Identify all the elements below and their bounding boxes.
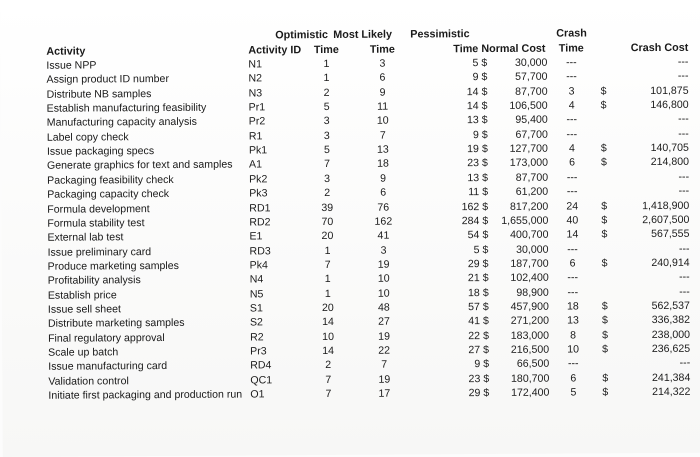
activity-id: RD4: [250, 359, 272, 372]
activity-id: S1: [249, 302, 263, 315]
normal-cost: 180,700: [510, 372, 550, 385]
normal-cost: 400,700: [510, 228, 549, 242]
crash-cost-currency: $: [600, 99, 607, 112]
activity-id: O1: [250, 388, 265, 401]
pessimistic-time: 29: [468, 387, 481, 400]
activity-name: Issue sell sheet: [47, 303, 121, 316]
crash-time: ---: [566, 171, 578, 184]
optimistic-time: 20: [321, 301, 334, 314]
activity-name: Scale up batch: [48, 346, 119, 359]
normal-cost: 67,700: [515, 128, 548, 141]
optimistic-time: 10: [322, 330, 334, 343]
pessimistic-time: 19: [467, 143, 479, 156]
crash-time: 3: [568, 85, 575, 98]
normal-cost-currency: $: [482, 315, 489, 328]
most-likely-time: 17: [378, 387, 391, 400]
crash-cost: ---: [678, 184, 690, 198]
crash-time: ---: [567, 357, 579, 370]
optimistic-time: 2: [324, 187, 331, 200]
crash-cost: ---: [679, 285, 690, 298]
crash-cost: 241,384: [651, 371, 691, 384]
activity-name: Label copy check: [46, 131, 129, 144]
normal-cost-currency: $: [482, 286, 489, 299]
crash-cost: 101,875: [650, 84, 689, 97]
header-optimistic-time: Time: [313, 43, 339, 57]
most-likely-time: 7: [379, 129, 386, 142]
normal-cost: 173,000: [509, 157, 549, 170]
normal-cost: 95,400: [515, 114, 548, 127]
header-crash-cost: Crash Cost: [630, 41, 689, 55]
pessimistic-time: 5: [472, 57, 479, 70]
normal-cost-currency: $: [481, 114, 488, 127]
crash-cost-currency: $: [601, 300, 608, 313]
most-likely-time: 19: [378, 330, 390, 343]
activity-name: Packaging capacity check: [47, 188, 170, 201]
crash-time: ---: [566, 128, 578, 141]
activity-name: Issue preliminary card: [47, 245, 152, 259]
optimistic-time: 70: [321, 215, 334, 228]
crash-cost: ---: [678, 242, 690, 255]
optimistic-time: 1: [324, 287, 331, 300]
normal-cost-currency: $: [481, 157, 488, 170]
activity-name: Validation control: [48, 374, 129, 388]
normal-cost-currency: $: [481, 57, 488, 70]
pessimistic-time: 41: [468, 315, 481, 328]
normal-cost-currency: $: [481, 100, 488, 113]
crash-time: 4: [568, 142, 575, 155]
optimistic-time: 1: [324, 244, 331, 257]
optimistic-time: 7: [324, 258, 331, 271]
normal-cost: 271,200: [510, 314, 550, 328]
activity-name: Manufacturing capacity analysis: [46, 116, 197, 130]
crash-cost: ---: [678, 170, 690, 183]
activity-id: Pr1: [248, 101, 266, 114]
crash-cost: 562,537: [651, 299, 690, 312]
activity-id: RD3: [249, 244, 271, 257]
optimistic-time: 7: [325, 373, 332, 386]
activity-id: Pk2: [249, 173, 268, 186]
activity-name: Profitability analysis: [47, 274, 141, 288]
optimistic-time: 3: [324, 172, 331, 185]
most-likely-time: 9: [379, 86, 386, 99]
crash-cost-currency: $: [601, 228, 608, 241]
optimistic-time: 5: [323, 144, 330, 157]
pessimistic-time: 22: [468, 329, 481, 342]
normal-cost-currency: $: [481, 71, 488, 84]
activity-id: A1: [248, 158, 263, 171]
activity-name: Final regulatory approval: [48, 331, 165, 345]
crash-cost: ---: [678, 127, 689, 140]
crash-cost-currency: $: [602, 371, 609, 385]
optimistic-time: 1: [323, 57, 330, 71]
activity-id: R1: [248, 130, 263, 143]
activity-name: Issue packaging specs: [46, 145, 155, 158]
pessimistic-time: 54: [467, 229, 480, 242]
crash-time: 4: [568, 99, 575, 112]
pessimistic-time: 9: [472, 128, 479, 141]
normal-cost: 30,000: [516, 243, 549, 256]
pessimistic-time: 162: [461, 200, 480, 213]
normal-cost: 817,200: [509, 200, 549, 213]
most-likely-time: 19: [378, 373, 391, 386]
header-crash-time: Time: [558, 42, 584, 55]
normal-cost-currency: $: [481, 128, 488, 141]
most-likely-time: 48: [377, 301, 390, 314]
crash-cost: 2,607,500: [642, 213, 690, 226]
crash-time: 6: [570, 372, 577, 385]
normal-cost-currency: $: [482, 243, 489, 256]
optimistic-time: 2: [323, 86, 330, 99]
normal-cost-currency: $: [483, 387, 490, 400]
pessimistic-time: 23: [467, 157, 480, 170]
normal-cost: 172,400: [511, 386, 550, 399]
crash-cost-currency: $: [601, 214, 608, 227]
normal-cost-currency: $: [482, 171, 489, 184]
optimistic-time: 7: [325, 388, 332, 401]
most-likely-time: 10: [377, 272, 390, 285]
crash-cost: ---: [677, 70, 689, 83]
header-normal-cost: Normal Cost: [481, 42, 546, 56]
optimistic-time: 1: [323, 72, 330, 85]
crash-time: 5: [570, 386, 577, 399]
activity-id: N3: [248, 87, 263, 100]
most-likely-time: 162: [374, 215, 393, 228]
normal-cost: 30,000: [514, 56, 548, 69]
normal-cost: 57,700: [515, 70, 548, 84]
most-likely-time: 22: [378, 344, 391, 357]
crash-cost: ---: [677, 55, 689, 68]
crash-cost: 214,322: [652, 385, 691, 399]
crash-cost: 214,800: [650, 156, 690, 169]
crash-cost: 238,000: [651, 328, 691, 341]
activity-id: Pk4: [249, 259, 268, 272]
crash-time: 6: [569, 257, 576, 270]
crash-cost: ---: [679, 357, 691, 370]
header-pessimistic-time: Time: [453, 43, 479, 56]
activity-id: S2: [249, 316, 263, 329]
normal-cost: 66,500: [516, 357, 550, 371]
most-likely-time: 76: [377, 201, 390, 214]
pessimistic-time: 29: [467, 257, 480, 271]
pessimistic-time: 13: [466, 114, 479, 127]
optimistic-time: 14: [322, 344, 335, 358]
activity-id: QC1: [250, 374, 273, 387]
activity-name: Issue NPP: [46, 59, 97, 72]
normal-cost-currency: $: [482, 257, 489, 270]
crash-time: 13: [567, 314, 579, 327]
pessimistic-time: 27: [468, 344, 481, 357]
activity-name: Issue manufacturing card: [48, 360, 168, 374]
crash-time: 6: [569, 156, 575, 169]
most-likely-time: 27: [378, 315, 390, 328]
activity-name: Formula stability test: [47, 216, 145, 230]
normal-cost-currency: $: [481, 85, 488, 98]
activity-name: Produce marketing samples: [47, 259, 179, 273]
normal-cost: 127,700: [509, 142, 548, 155]
pessimistic-time: 9: [474, 358, 481, 371]
pessimistic-time: 14: [466, 85, 479, 98]
activity-name: Assign product ID number: [46, 73, 170, 87]
activity-name: Generate graphics for text and samples: [46, 158, 233, 173]
most-likely-time: 13: [376, 143, 389, 156]
most-likely-time: 3: [380, 244, 387, 257]
header-activity: Activity: [46, 45, 86, 58]
crash-cost: 1,418,900: [642, 199, 690, 212]
most-likely-time: 10: [376, 115, 389, 128]
most-likely-time: 10: [377, 287, 390, 300]
pessimistic-time: 9: [472, 71, 479, 84]
activity-id: N2: [248, 72, 263, 85]
crash-cost: 336,382: [651, 314, 691, 327]
crash-cost-currency: $: [600, 156, 607, 169]
crash-time: 8: [570, 329, 577, 342]
optimistic-time: 39: [321, 201, 334, 214]
activity-name: Formula development: [47, 202, 150, 216]
normal-cost: 102,400: [510, 271, 549, 285]
optimistic-time: 2: [325, 359, 332, 372]
crash-cost-currency: $: [602, 328, 608, 341]
most-likely-time: 3: [379, 57, 386, 70]
normal-cost-currency: $: [482, 300, 489, 313]
most-likely-time: 41: [377, 229, 390, 242]
most-likely-time: 11: [377, 100, 389, 113]
crash-cost-currency: $: [601, 199, 608, 212]
most-likely-time: 9: [380, 172, 387, 185]
most-likely-time: 19: [377, 258, 390, 271]
crash-cost-currency: $: [602, 343, 609, 356]
crash-time: ---: [566, 185, 578, 198]
activity-id: Pr2: [248, 115, 266, 128]
activity-name: Packaging feasibility check: [47, 173, 174, 187]
activity-name: External lab test: [47, 231, 124, 244]
crash-cost: 567,555: [651, 227, 690, 241]
activity-id: Pk3: [249, 187, 268, 200]
normal-cost: 61,200: [515, 185, 549, 199]
optimistic-time: 3: [323, 129, 330, 142]
normal-cost-currency: $: [482, 200, 489, 213]
normal-cost: 457,900: [510, 300, 549, 313]
header-pessimistic: Pessimistic: [410, 28, 470, 41]
crash-time: ---: [566, 113, 578, 126]
crash-time: 24: [566, 199, 579, 213]
crash-cost-currency: $: [601, 257, 608, 270]
crash-time: 40: [566, 214, 579, 227]
crash-cost-currency: $: [602, 386, 609, 399]
crash-time: ---: [567, 286, 579, 299]
normal-cost-currency: $: [483, 329, 490, 342]
pessimistic-time: 21: [467, 272, 480, 285]
crash-cost: 146,800: [650, 98, 689, 112]
crash-time: 10: [567, 343, 580, 356]
normal-cost-currency: $: [483, 344, 490, 357]
most-likely-time: 6: [380, 186, 387, 199]
crash-time: 14: [566, 228, 579, 241]
activity-name: Establish price: [47, 288, 117, 302]
normal-cost: 98,900: [516, 286, 549, 299]
pessimistic-time: 23: [468, 372, 481, 385]
crash-time: ---: [566, 56, 577, 69]
pessimistic-time: 13: [467, 171, 480, 184]
header-most-likely: Most Likely: [333, 28, 393, 41]
activity-id: RD2: [249, 216, 271, 229]
crash-time: ---: [566, 70, 577, 83]
normal-cost-currency: $: [483, 358, 490, 371]
normal-cost: 87,700: [515, 171, 549, 184]
normal-cost: 183,000: [510, 329, 550, 342]
normal-cost: 87,700: [515, 85, 548, 98]
normal-cost-currency: $: [482, 214, 489, 227]
header-activity-id: Activity ID: [248, 44, 302, 57]
crash-cost: 240,914: [651, 256, 690, 269]
pessimistic-time: 14: [466, 100, 479, 113]
activity-id: Pr3: [250, 345, 267, 358]
activity-id: R2: [250, 330, 264, 344]
crash-time: ---: [567, 242, 578, 256]
pessimistic-time: 5: [473, 243, 480, 256]
activity-id: RD1: [249, 201, 271, 214]
crash-cost: ---: [678, 113, 689, 126]
pessimistic-time: 57: [468, 300, 480, 314]
activity-id: N4: [249, 273, 264, 286]
header-crash: Crash: [556, 27, 587, 40]
activity-id: E1: [249, 230, 263, 243]
optimistic-time: 3: [323, 115, 330, 128]
activity-name: Distribute NB samples: [46, 87, 152, 101]
pessimistic-time: 11: [468, 186, 480, 199]
normal-cost: 216,500: [510, 343, 550, 356]
optimistic-time: 14: [322, 316, 334, 329]
header-optimistic: Optimistic: [275, 28, 329, 42]
activity-id: Pk1: [248, 144, 268, 157]
most-likely-time: 6: [379, 71, 386, 84]
pessimistic-time: 18: [467, 286, 480, 299]
normal-cost-currency: $: [483, 372, 490, 385]
optimistic-time: 20: [321, 230, 334, 243]
crash-cost-currency: $: [601, 314, 608, 327]
normal-cost: 187,700: [510, 257, 549, 270]
most-likely-time: 18: [377, 158, 389, 171]
crash-time: 18: [566, 300, 579, 313]
activity-id: N1: [248, 58, 262, 71]
crash-time: ---: [567, 271, 579, 284]
header-most-likely-time: Time: [369, 43, 395, 56]
crash-cost: 236,625: [651, 342, 691, 356]
activity-name: Establish manufacturing feasibility: [46, 101, 207, 115]
normal-cost: 106,500: [509, 99, 548, 112]
normal-cost-currency: $: [482, 186, 489, 199]
normal-cost-currency: $: [481, 143, 488, 156]
most-likely-time: 7: [381, 358, 388, 371]
pessimistic-time: 284: [461, 214, 480, 227]
crash-cost-currency: $: [600, 84, 607, 98]
optimistic-time: 1: [324, 273, 331, 286]
crash-cost-currency: $: [600, 142, 607, 155]
activity-id: N5: [249, 287, 264, 301]
activity-name: Initiate first packaging and production run: [48, 388, 243, 402]
normal-cost-currency: $: [482, 229, 489, 242]
normal-cost: 1,655,000: [501, 214, 549, 227]
optimistic-time: 7: [324, 158, 331, 171]
table-row: [2, 386, 700, 403]
crash-cost: 140,705: [650, 141, 689, 155]
normal-cost-currency: $: [482, 272, 489, 285]
activity-name: Distribute marketing samples: [47, 317, 185, 331]
optimistic-time: 5: [323, 100, 330, 114]
crash-cost: ---: [679, 271, 690, 284]
